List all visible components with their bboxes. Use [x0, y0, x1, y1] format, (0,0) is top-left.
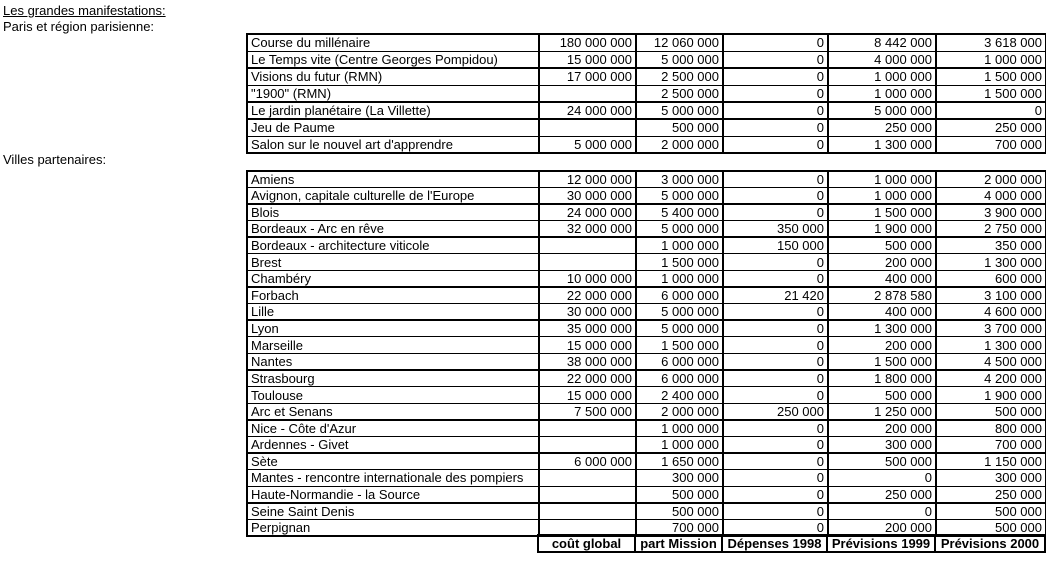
table-row [247, 437, 1046, 454]
row-label-cell: Toulouse [247, 387, 539, 404]
table-row [538, 535, 1045, 552]
value-cell: 1 000 000 [828, 188, 936, 205]
value-cell: 4 600 000 [936, 304, 1046, 321]
value-cell: 200 000 [828, 254, 936, 271]
value-cell: 3 100 000 [936, 287, 1046, 304]
table-row [247, 453, 1046, 470]
value-cell [539, 420, 636, 437]
value-cell: 4 200 000 [936, 370, 1046, 387]
row-label-cell: Bordeaux - Arc en rêve [247, 221, 539, 238]
value-cell: 35 000 000 [539, 320, 636, 337]
table-row [247, 102, 1046, 119]
value-cell: 1 500 000 [936, 68, 1046, 85]
value-cell: 0 [723, 271, 828, 288]
value-cell: 0 [828, 503, 936, 520]
value-cell: 5 000 000 [636, 51, 723, 68]
table-row [247, 237, 1046, 254]
row-label-cell: Nantes [247, 354, 539, 371]
value-cell: 1 500 000 [936, 85, 1046, 102]
value-cell: 200 000 [828, 519, 936, 536]
value-cell: 0 [723, 486, 828, 503]
value-cell: 0 [723, 437, 828, 454]
table-row [247, 188, 1046, 205]
value-cell: 2 500 000 [636, 85, 723, 102]
table-row [247, 370, 1046, 387]
row-label-cell: Bordeaux - architecture viticole [247, 237, 539, 254]
value-cell: 1 800 000 [828, 370, 936, 387]
column-header-cell: coût global [538, 535, 635, 552]
paris-events-table [246, 33, 1046, 154]
value-cell: 0 [723, 519, 828, 536]
value-cell [539, 503, 636, 520]
value-cell: 250 000 [828, 486, 936, 503]
value-cell [539, 486, 636, 503]
table-row [247, 85, 1046, 102]
value-cell: 5 000 000 [636, 188, 723, 205]
value-cell: 12 060 000 [636, 34, 723, 51]
value-cell: 0 [723, 470, 828, 487]
value-cell: 6 000 000 [636, 370, 723, 387]
value-cell: 6 000 000 [636, 354, 723, 371]
table-row [247, 221, 1046, 238]
value-cell: 1 000 000 [828, 85, 936, 102]
table-row [247, 51, 1046, 68]
value-cell: 0 [723, 34, 828, 51]
table-row [247, 420, 1046, 437]
column-header-cell: Prévisions 2000 [935, 535, 1045, 552]
value-cell: 5 000 000 [636, 102, 723, 119]
value-cell: 1 300 000 [936, 337, 1046, 354]
value-cell [539, 437, 636, 454]
value-cell: 0 [723, 188, 828, 205]
value-cell: 200 000 [828, 337, 936, 354]
value-cell: 3 700 000 [936, 320, 1046, 337]
value-cell: 300 000 [828, 437, 936, 454]
table-row [247, 503, 1046, 520]
value-cell: 1 300 000 [828, 136, 936, 153]
table-row [247, 204, 1046, 221]
row-label-cell: Course du millénaire [247, 34, 539, 51]
row-label-cell: Lille [247, 304, 539, 321]
value-cell: 0 [723, 387, 828, 404]
value-cell: 0 [723, 370, 828, 387]
value-cell: 0 [723, 304, 828, 321]
value-cell: 0 [723, 453, 828, 470]
value-cell: 250 000 [936, 119, 1046, 136]
row-label-cell: "1900" (RMN) [247, 85, 539, 102]
value-cell: 500 000 [936, 403, 1046, 420]
value-cell: 2 750 000 [936, 221, 1046, 238]
value-cell: 400 000 [828, 271, 936, 288]
value-cell: 500 000 [936, 503, 1046, 520]
value-cell: 1 900 000 [828, 221, 936, 238]
value-cell: 1 500 000 [828, 354, 936, 371]
table-row [247, 119, 1046, 136]
table-row [247, 287, 1046, 304]
value-cell: 10 000 000 [539, 271, 636, 288]
value-cell: 0 [723, 254, 828, 271]
value-cell: 17 000 000 [539, 68, 636, 85]
column-header-cell: Prévisions 1999 [827, 535, 935, 552]
value-cell: 8 442 000 [828, 34, 936, 51]
row-label-cell: Visions du futur (RMN) [247, 68, 539, 85]
table-row [247, 68, 1046, 85]
value-cell: 22 000 000 [539, 370, 636, 387]
value-cell: 0 [723, 85, 828, 102]
value-cell: 15 000 000 [539, 337, 636, 354]
table-row [247, 354, 1046, 371]
row-label-cell: Ardennes - Givet [247, 437, 539, 454]
value-cell: 2 878 580 [828, 287, 936, 304]
row-label-cell: Forbach [247, 287, 539, 304]
value-cell: 0 [723, 136, 828, 153]
value-cell: 400 000 [828, 304, 936, 321]
table-row [247, 34, 1046, 51]
value-cell: 5 000 000 [636, 320, 723, 337]
column-header-cell: part Mission [635, 535, 722, 552]
value-cell: 500 000 [828, 237, 936, 254]
value-cell: 350 000 [936, 237, 1046, 254]
table-row [247, 320, 1046, 337]
value-cell: 4 500 000 [936, 354, 1046, 371]
value-cell: 500 000 [936, 519, 1046, 536]
table-row [247, 403, 1046, 420]
value-cell: 1 000 000 [636, 437, 723, 454]
section-paris-label: Paris et région parisienne: [3, 19, 155, 34]
value-cell: 30 000 000 [539, 188, 636, 205]
value-cell: 0 [723, 171, 828, 188]
value-cell: 1 150 000 [936, 453, 1046, 470]
column-header-cell: Dépenses 1998 [722, 535, 827, 552]
value-cell: 1 000 000 [828, 68, 936, 85]
page-title: Les grandes manifestations: [3, 3, 166, 18]
value-cell: 1 900 000 [936, 387, 1046, 404]
value-cell [539, 119, 636, 136]
value-cell: 600 000 [936, 271, 1046, 288]
value-cell: 5 000 000 [636, 221, 723, 238]
value-cell: 500 000 [828, 387, 936, 404]
value-cell: 500 000 [636, 503, 723, 520]
value-cell: 4 000 000 [936, 188, 1046, 205]
value-cell: 1 000 000 [636, 237, 723, 254]
value-cell: 1 300 000 [828, 320, 936, 337]
value-cell: 300 000 [636, 470, 723, 487]
value-cell: 2 000 000 [636, 136, 723, 153]
table-row [247, 337, 1046, 354]
value-cell: 3 618 000 [936, 34, 1046, 51]
value-cell: 24 000 000 [539, 204, 636, 221]
value-cell: 1 000 000 [828, 171, 936, 188]
value-cell: 700 000 [936, 136, 1046, 153]
value-cell: 21 420 [723, 287, 828, 304]
value-cell [539, 237, 636, 254]
table-row [247, 470, 1046, 487]
row-label-cell: Mantes - rencontre internationale des pompiers [247, 470, 539, 487]
row-label-cell: Lyon [247, 320, 539, 337]
partner-cities-table [246, 170, 1046, 537]
value-cell: 32 000 000 [539, 221, 636, 238]
value-cell [539, 254, 636, 271]
row-label-cell: Seine Saint Denis [247, 503, 539, 520]
value-cell: 7 500 000 [539, 403, 636, 420]
value-cell: 500 000 [636, 486, 723, 503]
value-cell: 5 400 000 [636, 204, 723, 221]
table-row [247, 136, 1046, 153]
value-cell: 0 [723, 102, 828, 119]
value-cell: 0 [723, 204, 828, 221]
value-cell: 2 400 000 [636, 387, 723, 404]
row-label-cell: Le Temps vite (Centre Georges Pompidou) [247, 51, 539, 68]
value-cell: 1 500 000 [636, 337, 723, 354]
row-label-cell: Haute-Normandie - la Source [247, 486, 539, 503]
value-cell: 6 000 000 [636, 287, 723, 304]
value-cell: 500 000 [636, 119, 723, 136]
row-label-cell: Brest [247, 254, 539, 271]
row-label-cell: Perpignan [247, 519, 539, 536]
value-cell: 250 000 [936, 486, 1046, 503]
value-cell: 800 000 [936, 420, 1046, 437]
row-label-cell: Salon sur le nouvel art d'apprendre [247, 136, 539, 153]
value-cell: 0 [723, 503, 828, 520]
value-cell: 1 000 000 [936, 51, 1046, 68]
value-cell: 5 000 000 [828, 102, 936, 119]
value-cell: 250 000 [723, 403, 828, 420]
value-cell: 15 000 000 [539, 387, 636, 404]
value-cell: 700 000 [636, 519, 723, 536]
table-row [247, 171, 1046, 188]
value-cell: 2 000 000 [936, 171, 1046, 188]
value-cell: 1 500 000 [636, 254, 723, 271]
value-cell: 0 [723, 320, 828, 337]
table-row [247, 271, 1046, 288]
value-cell: 4 000 000 [828, 51, 936, 68]
value-cell: 250 000 [828, 119, 936, 136]
value-cell: 1 000 000 [636, 271, 723, 288]
column-headers-row [537, 534, 1046, 553]
value-cell: 22 000 000 [539, 287, 636, 304]
value-cell: 5 000 000 [539, 136, 636, 153]
row-label-cell: Le jardin planétaire (La Villette) [247, 102, 539, 119]
row-label-cell: Arc et Senans [247, 403, 539, 420]
value-cell: 24 000 000 [539, 102, 636, 119]
row-label-cell: Jeu de Paume [247, 119, 539, 136]
value-cell: 0 [723, 420, 828, 437]
value-cell: 3 000 000 [636, 171, 723, 188]
value-cell: 38 000 000 [539, 354, 636, 371]
value-cell: 0 [723, 354, 828, 371]
value-cell: 1 500 000 [828, 204, 936, 221]
value-cell: 6 000 000 [539, 453, 636, 470]
section-villes-label: Villes partenaires: [3, 152, 107, 167]
value-cell: 0 [828, 470, 936, 487]
row-label-cell: Chambéry [247, 271, 539, 288]
value-cell: 500 000 [828, 453, 936, 470]
table-row [247, 486, 1046, 503]
value-cell: 0 [723, 51, 828, 68]
value-cell: 1 250 000 [828, 403, 936, 420]
row-label-cell: Strasbourg [247, 370, 539, 387]
value-cell [539, 470, 636, 487]
value-cell: 0 [723, 68, 828, 85]
value-cell: 350 000 [723, 221, 828, 238]
table-row [247, 304, 1046, 321]
value-cell: 150 000 [723, 237, 828, 254]
row-label-cell: Blois [247, 204, 539, 221]
row-label-cell: Sète [247, 453, 539, 470]
row-label-cell: Amiens [247, 171, 539, 188]
row-label-cell: Marseille [247, 337, 539, 354]
value-cell [539, 85, 636, 102]
value-cell: 200 000 [828, 420, 936, 437]
value-cell: 3 900 000 [936, 204, 1046, 221]
value-cell: 5 000 000 [636, 304, 723, 321]
value-cell: 0 [723, 119, 828, 136]
value-cell: 2 500 000 [636, 68, 723, 85]
value-cell: 1 650 000 [636, 453, 723, 470]
value-cell: 1 300 000 [936, 254, 1046, 271]
value-cell: 2 000 000 [636, 403, 723, 420]
row-label-cell: Nice - Côte d'Azur [247, 420, 539, 437]
value-cell: 1 000 000 [636, 420, 723, 437]
value-cell: 180 000 000 [539, 34, 636, 51]
row-label-cell: Avignon, capitale culturelle de l'Europe [247, 188, 539, 205]
value-cell: 15 000 000 [539, 51, 636, 68]
table-row [247, 254, 1046, 271]
value-cell: 0 [723, 337, 828, 354]
value-cell: 700 000 [936, 437, 1046, 454]
table-row [247, 387, 1046, 404]
value-cell: 0 [936, 102, 1046, 119]
value-cell: 300 000 [936, 470, 1046, 487]
value-cell: 30 000 000 [539, 304, 636, 321]
value-cell: 12 000 000 [539, 171, 636, 188]
